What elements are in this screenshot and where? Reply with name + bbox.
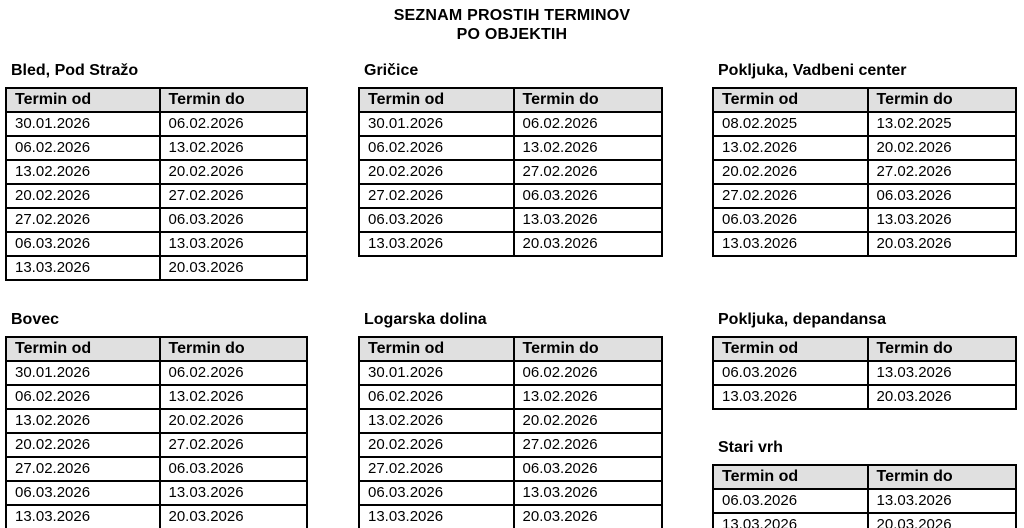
termin-do-cell: 20.02.2026 <box>160 409 308 433</box>
termin-od-cell: 30.01.2026 <box>6 112 160 136</box>
termin-od-cell: 13.02.2026 <box>359 409 514 433</box>
table-row <box>359 457 662 481</box>
table-header-row <box>359 337 662 361</box>
termin-section-bled-pod-strazo <box>5 60 308 281</box>
termin-do-header: Termin do <box>868 337 1016 361</box>
termin-do-cell: 20.03.2026 <box>514 505 662 528</box>
termin-table <box>712 336 1017 410</box>
termin-od-cell: 06.03.2026 <box>359 481 514 505</box>
table-header-row <box>713 337 1016 361</box>
termin-do-cell: 20.02.2026 <box>160 160 308 184</box>
termin-od-cell: 13.02.2026 <box>6 160 160 184</box>
termin-do-cell: 27.02.2026 <box>160 433 308 457</box>
termin-do-cell: 06.02.2026 <box>160 112 308 136</box>
column-left <box>5 60 308 528</box>
termin-do-cell: 06.02.2026 <box>514 112 662 136</box>
table-row <box>6 136 307 160</box>
table-row <box>6 457 307 481</box>
termin-od-cell: 20.02.2026 <box>359 160 514 184</box>
table-row <box>713 489 1016 513</box>
termin-do-cell: 20.03.2026 <box>514 232 662 256</box>
termin-do-cell: 27.02.2026 <box>514 160 662 184</box>
column-right <box>712 60 1017 528</box>
termin-od-cell: 30.01.2026 <box>359 361 514 385</box>
table-header-row <box>6 337 307 361</box>
page-title-line2: PO OBJEKTIH <box>456 26 568 43</box>
termin-do-cell: 06.03.2026 <box>514 184 662 208</box>
termin-do-header: Termin do <box>514 337 662 361</box>
termin-do-cell: 20.02.2026 <box>868 136 1016 160</box>
termin-od-cell: 06.03.2026 <box>713 489 868 513</box>
table-row <box>6 505 307 528</box>
termin-do-cell: 27.02.2026 <box>514 433 662 457</box>
table-row <box>713 184 1016 208</box>
table-row <box>6 208 307 232</box>
termin-od-header: Termin od <box>6 337 160 361</box>
table-row <box>713 208 1016 232</box>
table-header-row <box>713 465 1016 489</box>
termin-do-header: Termin do <box>160 337 308 361</box>
termin-od-cell: 27.02.2026 <box>713 184 868 208</box>
termin-table <box>712 464 1017 528</box>
termin-od-cell: 06.02.2026 <box>6 385 160 409</box>
termin-od-cell: 13.02.2026 <box>6 409 160 433</box>
section-title: Bovec <box>11 311 60 328</box>
termin-od-cell: 06.02.2026 <box>6 136 160 160</box>
termin-od-cell: 20.02.2026 <box>713 160 868 184</box>
table-row <box>359 232 662 256</box>
section-title: Bled, Pod Stražo <box>11 62 139 79</box>
column-middle <box>358 60 663 528</box>
table-row <box>359 184 662 208</box>
table-row <box>6 385 307 409</box>
termin-od-cell: 20.02.2026 <box>359 433 514 457</box>
table-header-row <box>359 88 662 112</box>
termin-do-cell: 13.03.2026 <box>160 232 308 256</box>
termin-od-cell: 13.03.2026 <box>713 232 868 256</box>
termin-do-cell: 06.03.2026 <box>868 184 1016 208</box>
table-row <box>359 433 662 457</box>
table-row <box>713 232 1016 256</box>
termin-do-cell: 20.03.2026 <box>868 232 1016 256</box>
termin-do-cell: 13.03.2026 <box>868 208 1016 232</box>
termin-od-cell: 27.02.2026 <box>359 184 514 208</box>
termin-od-cell: 13.03.2026 <box>359 232 514 256</box>
termin-section-stari-vrh <box>712 437 1017 528</box>
termin-od-header: Termin od <box>713 337 868 361</box>
termin-do-header: Termin do <box>868 465 1016 489</box>
termin-do-cell: 06.03.2026 <box>514 457 662 481</box>
termin-od-cell: 20.02.2026 <box>6 433 160 457</box>
termin-od-cell: 13.03.2026 <box>713 385 868 409</box>
termin-do-cell: 13.03.2026 <box>514 481 662 505</box>
termin-od-cell: 06.03.2026 <box>6 481 160 505</box>
termin-do-cell: 06.03.2026 <box>160 457 308 481</box>
table-row <box>359 361 662 385</box>
termin-od-header: Termin od <box>6 88 160 112</box>
table-row <box>713 136 1016 160</box>
table-row <box>6 232 307 256</box>
table-row <box>6 361 307 385</box>
termin-do-cell: 13.02.2026 <box>160 385 308 409</box>
termin-do-cell: 13.02.2026 <box>160 136 308 160</box>
termin-od-cell: 06.03.2026 <box>713 208 868 232</box>
termin-table <box>358 336 663 528</box>
section-title: Stari vrh <box>718 439 783 456</box>
termin-od-cell: 27.02.2026 <box>359 457 514 481</box>
table-row <box>359 208 662 232</box>
table-row <box>713 112 1016 136</box>
termin-section-gricice <box>358 60 663 257</box>
termin-od-cell: 06.02.2026 <box>359 136 514 160</box>
termin-od-cell: 08.02.2025 <box>713 112 868 136</box>
termin-od-cell: 13.03.2026 <box>359 505 514 528</box>
termin-do-header: Termin do <box>514 88 662 112</box>
table-row <box>6 409 307 433</box>
termin-od-cell: 13.03.2026 <box>6 256 160 280</box>
table-row <box>359 409 662 433</box>
termin-do-cell: 27.02.2026 <box>160 184 308 208</box>
table-row <box>713 385 1016 409</box>
termin-od-cell: 06.03.2026 <box>6 232 160 256</box>
section-title: Pokljuka, depandansa <box>718 311 887 328</box>
table-row <box>713 160 1016 184</box>
table-row <box>713 513 1016 528</box>
page-title <box>0 6 1024 44</box>
termin-od-cell: 06.03.2026 <box>713 361 868 385</box>
termin-do-cell: 20.03.2026 <box>868 513 1016 528</box>
termin-od-header: Termin od <box>713 88 868 112</box>
table-row <box>359 112 662 136</box>
termin-do-cell: 20.03.2026 <box>160 505 308 528</box>
table-row <box>359 160 662 184</box>
termin-table <box>358 87 663 257</box>
table-row <box>359 385 662 409</box>
termin-section-pokljuka-vadbeni-center <box>712 60 1017 257</box>
table-row <box>359 481 662 505</box>
table-row <box>359 505 662 528</box>
termin-do-cell: 13.02.2026 <box>514 136 662 160</box>
table-row <box>6 481 307 505</box>
termin-table <box>5 336 308 528</box>
section-title: Pokljuka, Vadbeni center <box>718 62 907 79</box>
termin-do-cell: 13.02.2025 <box>868 112 1016 136</box>
table-row <box>359 136 662 160</box>
termin-od-header: Termin od <box>713 465 868 489</box>
termin-od-cell: 27.02.2026 <box>6 208 160 232</box>
termin-od-cell: 27.02.2026 <box>6 457 160 481</box>
termin-do-cell: 06.02.2026 <box>514 361 662 385</box>
table-row <box>6 256 307 280</box>
termin-od-header: Termin od <box>359 337 514 361</box>
termin-od-cell: 13.03.2026 <box>713 513 868 528</box>
termin-do-header: Termin do <box>160 88 308 112</box>
termin-table <box>712 87 1017 257</box>
termin-do-cell: 06.03.2026 <box>160 208 308 232</box>
page-title-line1: SEZNAM PROSTIH TERMINOV <box>393 7 631 24</box>
termin-table <box>5 87 308 281</box>
termin-do-cell: 13.02.2026 <box>514 385 662 409</box>
termin-do-cell: 27.02.2026 <box>868 160 1016 184</box>
termin-do-cell: 20.02.2026 <box>514 409 662 433</box>
termin-od-cell: 06.03.2026 <box>359 208 514 232</box>
section-title: Gričice <box>364 62 419 79</box>
termin-od-cell: 06.02.2026 <box>359 385 514 409</box>
termin-section-bovec <box>5 309 308 528</box>
table-row <box>6 433 307 457</box>
table-header-row <box>713 88 1016 112</box>
termin-do-cell: 13.03.2026 <box>868 489 1016 513</box>
section-title: Logarska dolina <box>364 311 487 328</box>
table-row <box>6 184 307 208</box>
termin-do-cell: 20.03.2026 <box>160 256 308 280</box>
termin-do-cell: 20.03.2026 <box>868 385 1016 409</box>
termin-section-logarska-dolina <box>358 309 663 528</box>
termin-do-cell: 06.02.2026 <box>160 361 308 385</box>
table-row <box>713 361 1016 385</box>
termin-od-cell: 13.03.2026 <box>6 505 160 528</box>
table-row <box>6 160 307 184</box>
termin-od-cell: 13.02.2026 <box>713 136 868 160</box>
termin-od-cell: 30.01.2026 <box>359 112 514 136</box>
termin-od-cell: 20.02.2026 <box>6 184 160 208</box>
termin-do-cell: 13.03.2026 <box>160 481 308 505</box>
termin-section-pokljuka-depandansa <box>712 309 1017 410</box>
termin-od-cell: 30.01.2026 <box>6 361 160 385</box>
table-header-row <box>6 88 307 112</box>
termin-do-header: Termin do <box>868 88 1016 112</box>
termin-do-cell: 13.03.2026 <box>514 208 662 232</box>
termin-do-cell: 13.03.2026 <box>868 361 1016 385</box>
table-row <box>6 112 307 136</box>
termin-od-header: Termin od <box>359 88 514 112</box>
